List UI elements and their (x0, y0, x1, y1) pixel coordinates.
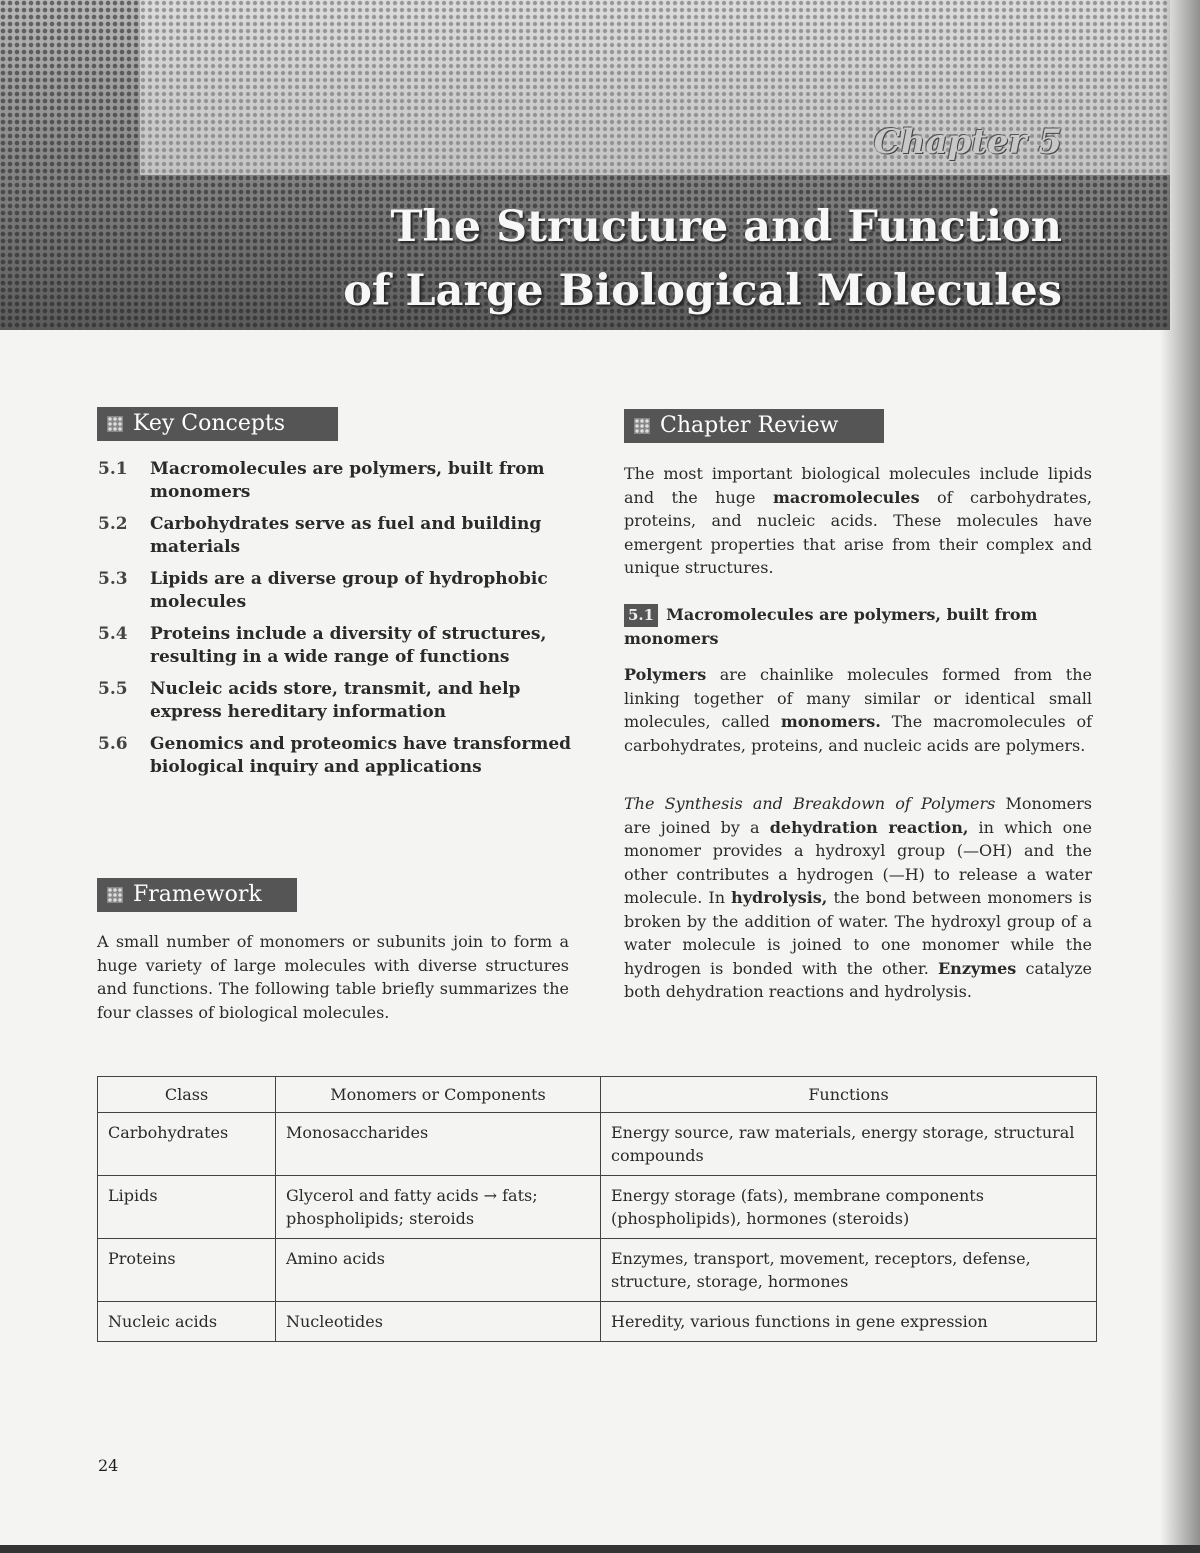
key-concept-number: 5.5 (98, 679, 128, 699)
table-cell: Energy storage (fats), membrane components (phospholipids), hormones (steroids) (601, 1176, 1097, 1239)
table-cell: Proteins (98, 1239, 276, 1302)
key-concept-number: 5.2 (98, 514, 128, 534)
section-number-badge: 5.1 (624, 604, 658, 627)
key-concept-item (98, 458, 578, 504)
table-cell: Nucleotides (276, 1302, 601, 1342)
bold-term: Polymers (624, 665, 707, 684)
molecule-classes-table (97, 1076, 1097, 1342)
framework-paragraph: A small number of monomers or subunits join to form a huge variety of large molecules with diverse structures and functions. The following table briefly summarizes the four classes of biological molecules. (97, 932, 569, 1022)
halftone-square-icon (107, 416, 123, 432)
key-concept-item (98, 513, 578, 559)
key-concept-number: 5.1 (98, 459, 128, 479)
bold-term: hydrolysis, (731, 888, 828, 907)
table-row (98, 1176, 1097, 1239)
paragraph-text: are chainlike molecules formed from the linking together of many similar or identical small molecules, called (624, 665, 1092, 731)
chapter-title-line-2: of Large Biological Molecules (343, 266, 1062, 316)
intro-text: of carbohydrates, proteins, and nucleic acids. These molecules have emergent properties that arise from their complex and unique structures. (624, 487, 1093, 577)
chapter-review-heading (624, 409, 884, 443)
halftone-square-icon (634, 418, 650, 434)
italic-run-in-head: The Synthesis and Breakdown of Polymers (624, 794, 996, 813)
bold-term: Enzymes (937, 958, 1017, 978)
key-concept-item (98, 733, 578, 779)
table-row (98, 1239, 1097, 1302)
table-cell: Heredity, various functions in gene expression (601, 1302, 1097, 1342)
key-concepts-list (98, 458, 578, 788)
key-concept-item (98, 568, 578, 614)
paragraph-text: catalyze both dehydration reactions and hydrolysis. (624, 958, 1093, 1001)
table-row (98, 1113, 1097, 1176)
page-gutter-shadow (1160, 0, 1200, 1553)
table-cell: Glycerol and fatty acids → fats; phospholipids; steroids (276, 1176, 601, 1239)
key-concept-text: Genomics and proteomics have transformed biological inquiry and applications (150, 734, 572, 777)
framework-heading-text: Framework (133, 882, 262, 907)
key-concept-number: 5.4 (98, 624, 128, 644)
key-concepts-heading-text: Key Concepts (133, 411, 286, 436)
key-concept-text: Proteins include a diversity of structures, resulting in a wide range of functions (150, 624, 547, 667)
paragraph-text: Monomers are joined by a (624, 794, 1092, 837)
table-cell: Lipids (98, 1176, 276, 1239)
table-header-cell: Class (98, 1077, 276, 1113)
halftone-square-icon (107, 887, 123, 903)
table-cell: Monosaccharides (276, 1113, 601, 1176)
chapter-banner (0, 0, 1170, 330)
chapter-review-heading-text: Chapter Review (660, 413, 839, 438)
chapter-review-intro (624, 462, 1092, 580)
key-concept-text: Nucleic acids store, transmit, and help express hereditary information (150, 679, 521, 722)
key-concept-item (98, 678, 578, 724)
key-concept-item (98, 623, 578, 669)
table-header-cell: Functions (601, 1077, 1097, 1113)
scan-bottom-edge (0, 1545, 1200, 1553)
key-concept-text: Macromolecules are polymers, built from monomers (150, 459, 545, 502)
intro-bold-term: macromolecules (772, 487, 920, 507)
framework-heading (97, 878, 297, 912)
key-concept-number: 5.6 (98, 734, 128, 754)
table-cell: Energy source, raw materials, energy storage, structural compounds (601, 1113, 1097, 1176)
paragraph-text: in which one monomer provides a hydroxyl group (—OH) and the other contributes a hydrogen (—H) to release a water molecule. In (624, 817, 1093, 907)
bold-term: monomers. (780, 712, 881, 731)
key-concept-text: Lipids are a diverse group of hydrophobic molecules (150, 569, 548, 612)
key-concept-text: Carbohydrates serve as fuel and building materials (150, 514, 542, 557)
paragraph-text: the bond between monomers is broken by the addition of water. The hydroxyl group of a water molecule is joined to one monomer while the hydrogen is bonded with the other. (624, 888, 1093, 978)
chapter-title (302, 195, 1062, 323)
table-cell: Nucleic acids (98, 1302, 276, 1342)
table-cell: Carbohydrates (98, 1113, 276, 1176)
paragraph-text: The macromolecules of carbohydrates, proteins, and nucleic acids are polymers. (624, 712, 1092, 755)
polymers-paragraph (624, 663, 1092, 757)
table-header-cell: Monomers or Components (276, 1077, 601, 1113)
page-number: 24 (98, 1456, 119, 1475)
bold-term: dehydration reaction, (769, 817, 969, 837)
key-concepts-heading (97, 407, 338, 441)
table-cell: Enzymes, transport, movement, receptors, defense, structure, storage, hormones (601, 1239, 1097, 1302)
section-title: Macromolecules are polymers, built from monomers (624, 605, 1038, 648)
chapter-title-line-1: The Structure and Function (390, 202, 1062, 252)
table-row (98, 1302, 1097, 1342)
intro-text: The most important biological molecules include lipids and the huge (624, 464, 1092, 507)
key-concept-number: 5.3 (98, 569, 128, 589)
chapter-label: Chapter 5 (873, 122, 1062, 162)
table-cell: Amino acids (276, 1239, 601, 1302)
section-5-1-heading (624, 603, 1094, 650)
synthesis-paragraph (624, 792, 1092, 1004)
table-header-row (98, 1077, 1097, 1113)
